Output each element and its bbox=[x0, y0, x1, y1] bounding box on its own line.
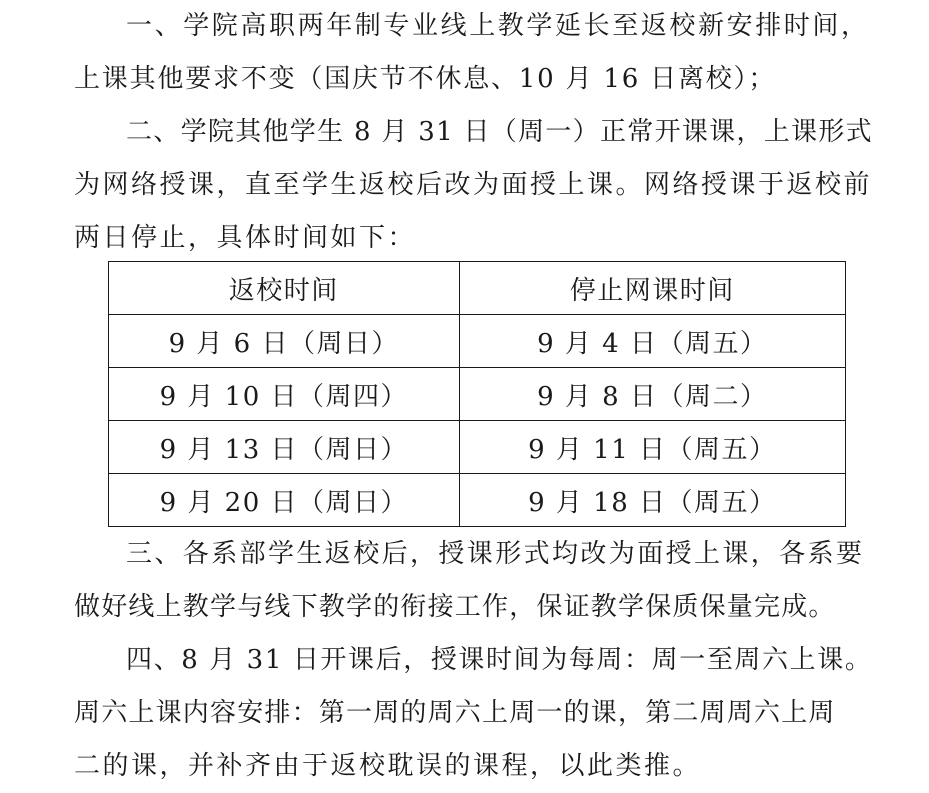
table-header-row bbox=[109, 262, 846, 315]
stop-date-cell: 9 月 8 日（周二） bbox=[459, 368, 845, 421]
header-stop-online-time: 停止网课时间 bbox=[459, 262, 845, 315]
paragraph-2-line-1: 二、学院其他学生 8 月 31 日（周一）正常开课课，上课形式 bbox=[126, 117, 873, 147]
paragraph-3 bbox=[74, 528, 864, 634]
paragraph-1-line-2: 上课其他要求不变（国庆节不休息、10 月 16 日离校）； bbox=[74, 64, 777, 94]
paragraph-2-line-3: 两日停止，具体时间如下： bbox=[74, 223, 417, 253]
stop-date-cell: 9 月 18 日（周五） bbox=[459, 474, 845, 527]
table-row bbox=[109, 315, 846, 368]
paragraph-2-line-2: 为网络授课，直至学生返校后改为面授上课。网络授课于返校前 bbox=[74, 170, 873, 200]
table-row bbox=[109, 368, 846, 421]
paragraph-4-line-2: 周六上课内容安排：第一周的周六上周一的课，第二周周六上周 bbox=[74, 698, 836, 728]
return-date-cell: 9 月 6 日（周日） bbox=[109, 315, 460, 368]
paragraph-1-line-1: 一、学院高职两年制专业线上教学延长至返校新安排时间， bbox=[126, 11, 870, 41]
stop-date-cell: 9 月 11 日（周五） bbox=[459, 421, 845, 474]
paragraph-3-line-1: 三、各系部学生返校后，授课形式均改为面授上课，各系要 bbox=[126, 539, 865, 569]
return-date-cell: 9 月 20 日（周日） bbox=[109, 474, 460, 527]
return-date-cell: 9 月 10 日（周四） bbox=[109, 368, 460, 421]
table-row bbox=[109, 421, 846, 474]
paragraph-4-line-1: 四、8 月 31 日开课后，授课时间为每周：周一至周六上课。 bbox=[126, 645, 873, 675]
paragraph-3-line-2: 做好线上教学与线下教学的衔接工作，保证教学保质保量完成。 bbox=[74, 592, 836, 622]
paragraph-1 bbox=[74, 0, 870, 106]
return-date-cell: 9 月 13 日（周日） bbox=[109, 421, 460, 474]
paragraph-4 bbox=[74, 634, 872, 793]
paragraph-2 bbox=[74, 106, 873, 265]
header-return-time: 返校时间 bbox=[109, 262, 460, 315]
stop-date-cell: 9 月 4 日（周五） bbox=[459, 315, 845, 368]
schedule-table bbox=[108, 261, 846, 527]
paragraph-4-line-3: 二的课，并补齐由于返校耽误的课程，以此类推。 bbox=[74, 751, 702, 781]
table-row bbox=[109, 474, 846, 527]
